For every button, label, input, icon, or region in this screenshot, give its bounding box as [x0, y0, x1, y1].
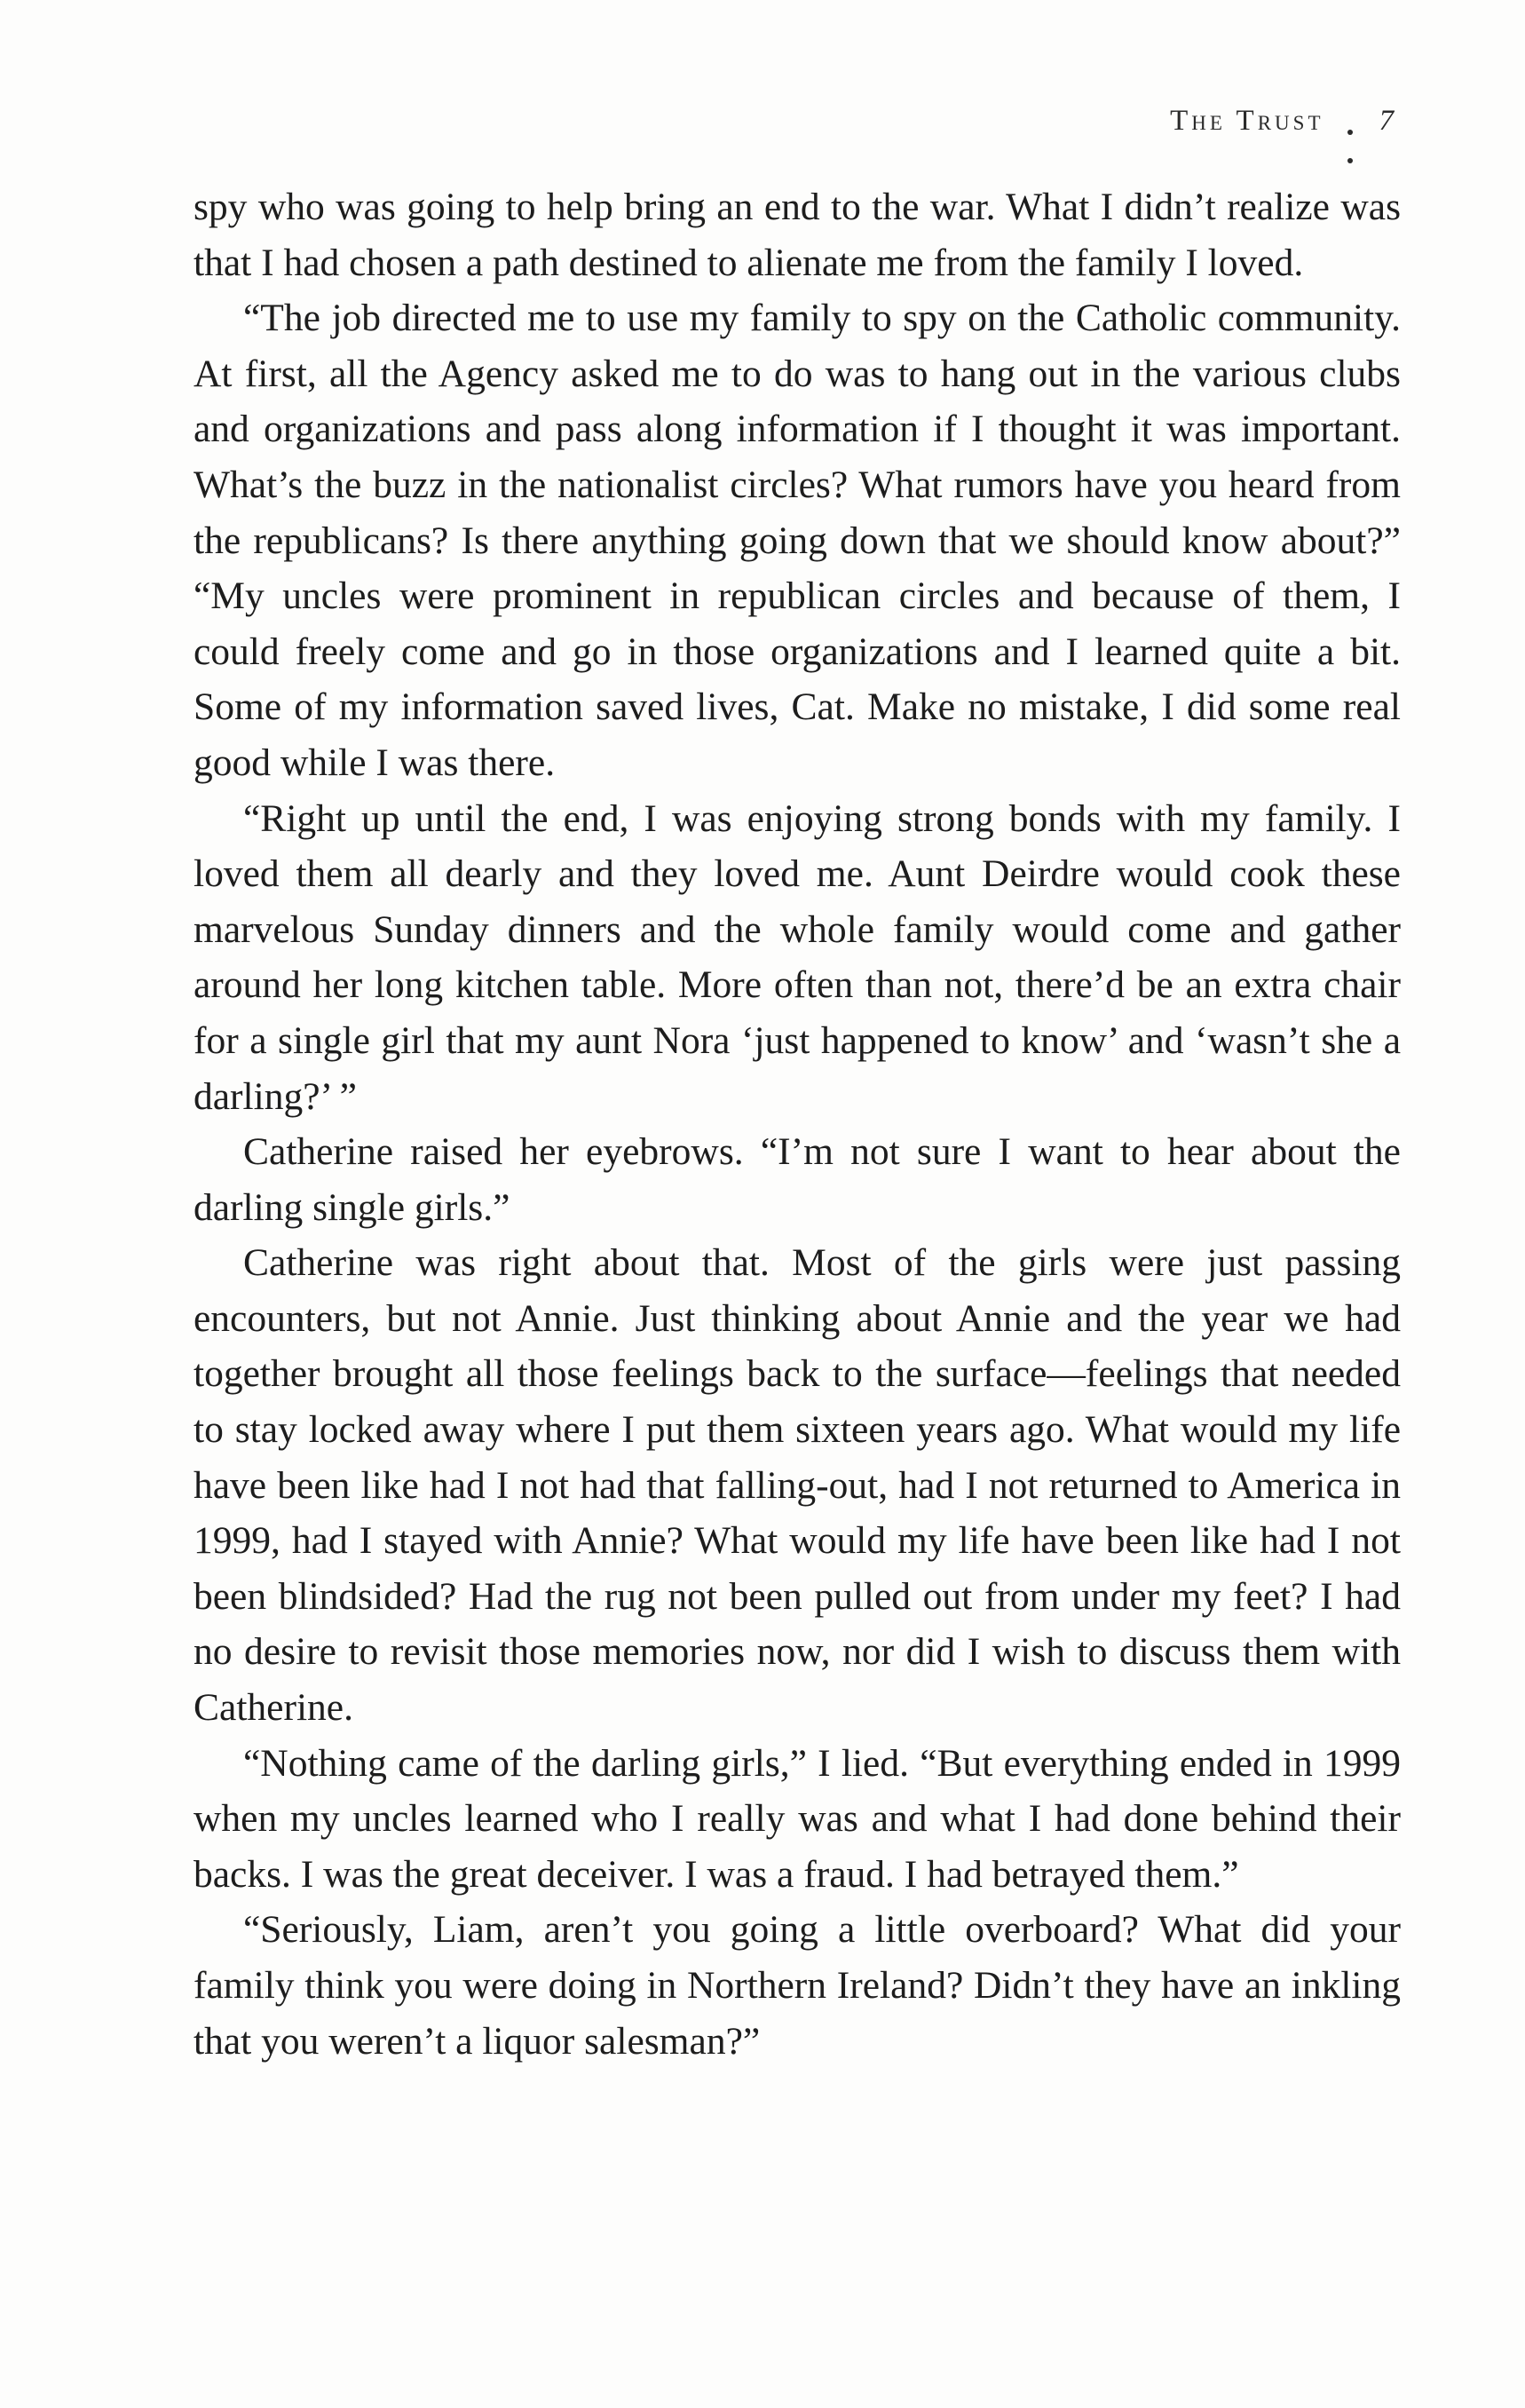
page-number: 7: [1379, 105, 1394, 137]
paragraph: “Seriously, Liam, aren’t you going a little overboard? What did your family think you were doing in Northern Ireland? Didn’t they have an inkling that you weren’t a liquor salesman?”: [194, 1908, 1401, 2063]
paragraph: Catherine was right about that. Most of the girls were just passing encounters, but not Annie. Just thinking about Annie and the year we had together brought all those feelings back to the surface—feelings that needed to stay locked away where I put them sixteen years ago. What would my life have been like had I not had that falling-out, had I not returned to America in 1999, had I stayed with Annie? What would my life have been like had I not been blindsided? Had the rug not been pulled out from under my feet? I had no desire to revisit those memories now, nor did I wish to discuss them with Catherine.: [194, 1241, 1401, 1730]
running-head: [1170, 105, 1394, 158]
running-title: The Trust: [1170, 105, 1324, 137]
paragraph: “Right up until the end, I was enjoying strong bonds with my family. I loved them all dearly and they loved me. Aunt Deirdre would cook these marvelous Sunday dinners and the whole family would come and gather around her long kitchen table. More often than not, there’d be an extra chair for a single girl that my aunt Nora ‘just happened to know’ and ‘wasn’t she a darling?’ ”: [194, 796, 1401, 1118]
body-text: [194, 179, 1401, 2069]
paragraph: Catherine raised her eyebrows. “I’m not sure I want to hear about the darling single girls.”: [194, 1130, 1401, 1229]
paragraph: spy who was going to help bring an end to the war. What I didn’t realize was that I had chosen a path destined to alienate me from the family I loved.: [194, 186, 1401, 284]
paragraph: “The job directed me to use my family to spy on the Catholic community. At first, all the Agency asked me to do was to hang out in the various clubs and organizations and pass along information if I thought it was important. What’s the buzz in the nationalist circles? What rumors have you heard from the republicans? Is there anything going down that we should know about?” “My uncles were prominent in republican circles and because of them, I could freely come and go in those organizations and I learned quite a bit. Some of my information saved lives, Cat. Make no mistake, I did some real good while I was there.: [194, 297, 1401, 784]
paragraph: “Nothing came of the darling girls,” I lied. “But everything ended in 1999 when my uncles learned who I really was and what I had done behind their backs. I was the great deceiver. I was a fraud. I had betrayed them.”: [194, 1741, 1401, 1896]
ornament-separator-icon: [1347, 130, 1353, 163]
